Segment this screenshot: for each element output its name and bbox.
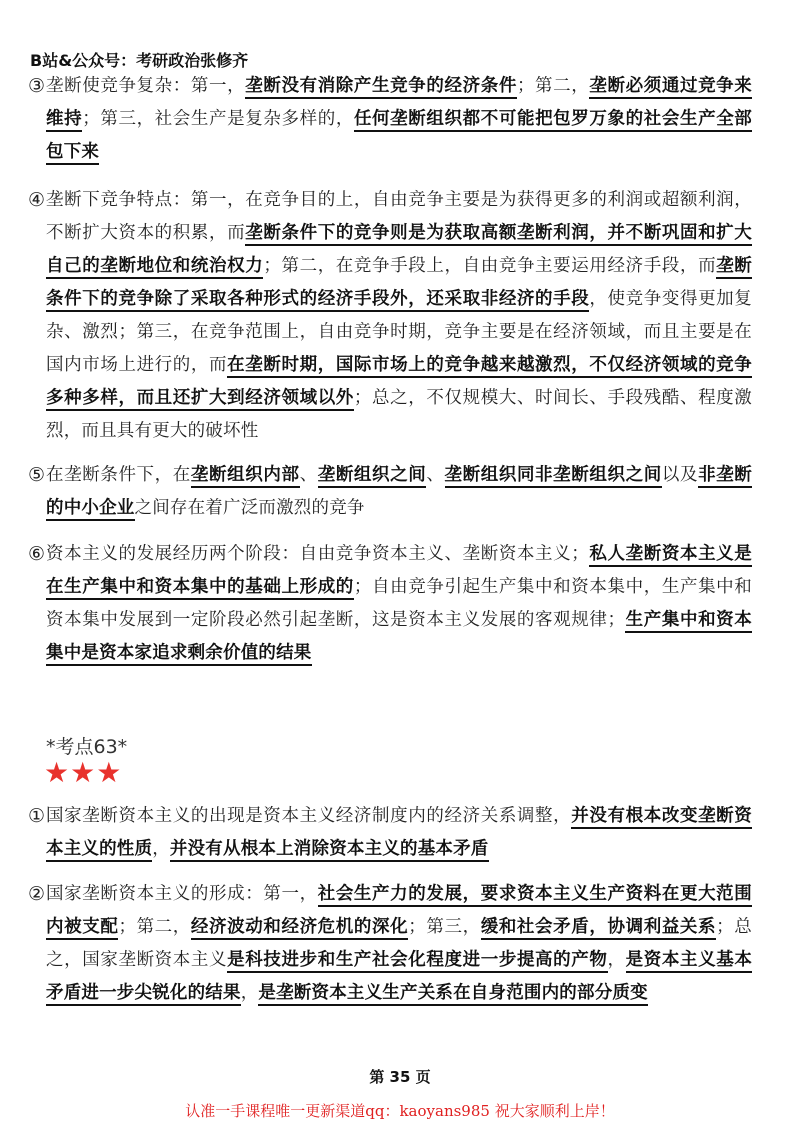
bold-underlined-text: 社会生产力的发展，要求资本主义生产资料在更大范围内被支配 [46,884,752,940]
item-number: ① [28,805,46,827]
plain-text: ， [152,839,170,859]
plain-text: 、 [299,465,318,485]
bold-underlined-text: 垄断组织之间 [318,465,427,488]
bold-underlined-text: 经济波动和经济危机的深化 [191,917,408,940]
item-number: ② [28,883,46,905]
rating-stars: ★★★ [44,756,123,789]
plain-text: ；第三， [408,917,481,937]
bold-underlined-text: 垄断条件下的竞争则是为获取高额垄断利润，并不断巩固和扩大自己的垄断地位和统治权力 [46,223,752,279]
plain-text: 、 [426,465,445,485]
kaodian-title: *考点63* [46,736,128,758]
plain-text: ；总之，不仅规模大、时间长、手段残酷、程度激烈，而且具有更大的破坏性 [46,388,752,441]
list-item-6 [28,538,752,670]
plain-text: ；第二，在竞争手段上，自由竞争主要运用经济手段，而 [263,256,717,276]
bold-underlined-text: 私人垄断资本主义是在生产集中和资本集中的基础上形成的 [46,544,752,600]
list-item-1 [28,800,752,866]
item-body [46,465,752,521]
plain-text: ；总之，国家垄断资本主义 [46,917,752,970]
footer-notice: 认准一手课程唯一更新渠道qq：kaoyans985 祝大家顺利上岸！ [185,1102,615,1120]
plain-text: ；第二， [516,76,590,96]
channel-header: B站&公众号：考研政治张修齐 [30,51,249,70]
plain-text: ， [607,950,626,970]
bold-underlined-text: 是垄断资本主义生产关系在自身范围内的部分质变 [258,983,647,1006]
bold-underlined-text: 是科技进步和生产社会化程度进一步提高的产物 [227,950,607,973]
item-body [46,190,752,441]
bold-underlined-text: 在垄断时期，国际市场上的竞争越来越激烈，不仅经济领域的竞争多种多样，而且还扩大到经济领域以外 [46,355,752,411]
plain-text: 垄断使竞争复杂：第一， [46,76,246,96]
item-number: ③ [28,75,46,97]
list-item-3 [28,70,753,169]
item-number: ⑤ [28,464,46,486]
list-item-4 [28,184,753,448]
plain-text: 以及 [661,465,699,485]
plain-text: ， [240,983,259,1003]
bold-underlined-text: 垄断必须通过竞争来维持 [46,76,752,132]
item-body [46,544,752,666]
bold-underlined-text: 生产集中和资本集中是资本家追求剩余价值的结果 [46,610,752,666]
item-body [46,884,752,1006]
plain-text: 在垄断条件下，在 [46,465,191,485]
plain-text: 之间存在着广泛而激烈的竞争 [134,498,365,518]
item-body [46,76,752,165]
plain-text: 垄断下竞争特点：第一，在竞争目的上，自由竞争主要是为获得更多的利润或超额利润，不断扩大资本的积累，而 [46,190,752,243]
bold-underlined-text: 垄断没有消除产生竞争的经济条件 [245,76,517,99]
bold-underlined-text: 非垄断的中小企业 [46,465,752,521]
plain-text: ；第三，社会生产是复杂多样的， [82,109,354,129]
plain-text: ；自由竞争引起生产集中和资本集中，生产集中和资本集中发展到一定阶段必然引起垄断，这是资本主义发展的客观规律； [46,577,752,630]
bold-underlined-text: 并没有从根本上消除资本主义的基本矛盾 [170,839,489,862]
bold-underlined-text: 垄断组织同非垄断组织之间 [445,465,662,488]
item-body [46,806,752,862]
list-item-2 [28,878,753,1010]
bold-underlined-text: 垄断组织内部 [191,465,300,488]
item-number: ④ [28,189,46,211]
plain-text: 国家垄断资本主义的出现是资本主义经济制度内的经济关系调整， [46,806,572,826]
list-item-5 [28,459,753,525]
plain-text: 资本主义的发展经历两个阶段：自由竞争资本主义、垄断资本主义； [46,544,589,564]
bold-underlined-text: 缓和社会矛盾，协调利益关系 [481,917,716,940]
item-number: ⑥ [28,543,46,565]
bold-underlined-text: 任何垄断组织都不可能把包罗万象的社会生产全部包下来 [46,109,752,165]
plain-text: 国家垄断资本主义的形成：第一， [46,884,318,904]
bold-underlined-text: 垄断条件下的竞争除了采取各种形式的经济手段外，还采取非经济的手段 [46,256,752,312]
plain-text: ，使竞争变得更加复杂、激烈；第三，在竞争范围上，自由竞争时期，竞争主要是在经济领域，而且主要是在国内市场上进行的，而 [46,289,752,375]
page-number: 第 35 页 [369,1068,431,1086]
bold-underlined-text: 是资本主义基本矛盾进一步尖锐化的结果 [46,950,752,1006]
plain-text: ；第二， [118,917,191,937]
bold-underlined-text: 并没有根本改变垄断资本主义的性质 [46,806,752,862]
